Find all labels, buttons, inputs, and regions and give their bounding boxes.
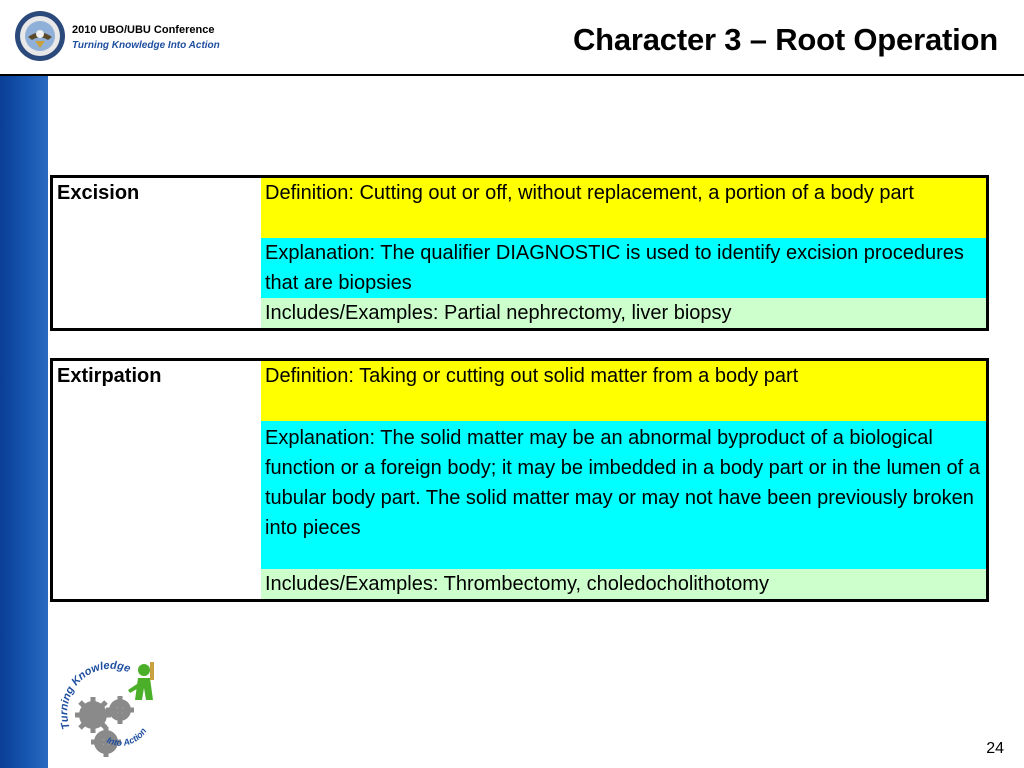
page-number: 24 — [986, 740, 1004, 757]
term-cell: Extirpation — [52, 360, 262, 601]
slide-header — [0, 0, 1024, 76]
logo-text-top: Turning Knowledge — [58, 659, 133, 731]
left-blue-bar — [0, 75, 48, 768]
dod-seal-icon — [14, 10, 66, 62]
turning-knowledge-logo-icon — [58, 650, 173, 765]
definition-cell: Definition: Taking or cutting out solid matter from a body part — [261, 360, 988, 422]
page-title: Character 3 – Root Operation — [572, 22, 998, 57]
term-cell: Excision — [52, 177, 262, 330]
conference-tagline: Turning Knowledge Into Action — [72, 40, 220, 51]
includes-cell: Includes/Examples: Partial nephrectomy, liver biopsy — [261, 298, 988, 330]
explanation-cell: Explanation: The solid matter may be an abnormal byproduct of a biological function or a foreign body; it may be imbedded in a body part or in the lumen of a tubular body part. The solid matter may or may not have been previously broken into pieces — [261, 421, 988, 569]
explanation-cell: Explanation: The qualifier DIAGNOSTIC is used to identify excision procedures that are biopsies — [261, 238, 988, 298]
includes-cell: Includes/Examples: Thrombectomy, choledocholithotomy — [261, 569, 988, 601]
conference-name: 2010 UBO/UBU Conference — [72, 24, 215, 36]
header-divider — [0, 74, 1024, 76]
excision-table — [50, 175, 989, 331]
svg-text:Into Action — [105, 726, 149, 748]
extirpation-table — [50, 358, 989, 602]
logo-text-bottom: Into Action — [105, 726, 149, 748]
definition-cell: Definition: Cutting out or off, without replacement, a portion of a body part — [261, 177, 988, 239]
